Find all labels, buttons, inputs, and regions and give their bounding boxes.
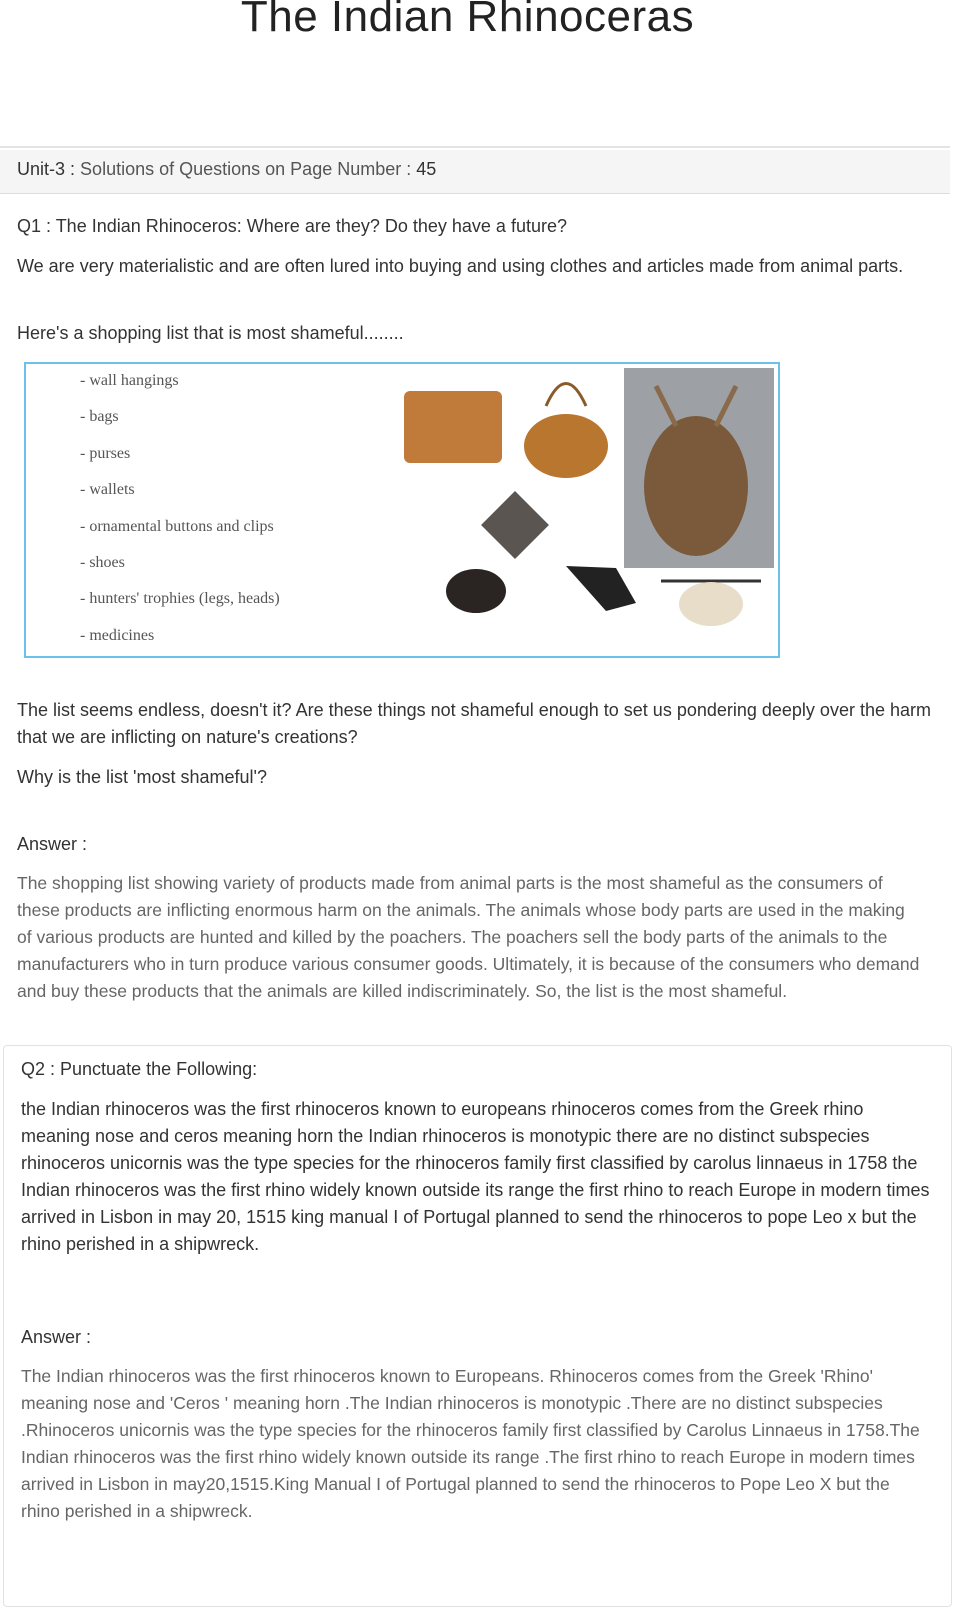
unit-label: Unit-3 :: [17, 159, 76, 179]
wallet-picture: [481, 491, 549, 559]
divider: [0, 146, 950, 148]
q2-answer-label: Answer :: [21, 1327, 92, 1347]
clip-purse-picture: [679, 582, 743, 626]
page-number: 45: [416, 159, 437, 179]
animal-products-illustration: [396, 366, 776, 654]
q2-passage: the Indian rhinoceros was the first rhinoceros known to europeans rhinoceros comes from the Greek rhino meaning nose and ceros meaning horn the Indian rhinoceros is monotypic there are no distinct subspecies rhinoceros unicornis was the type species for the rhinoceros family first classified by carolus linnaeus in 1758 the Indian rhinoceros was the first rhino widely known outside its range the first rhino to reach Europe in modern times arrived in Lisbon in may 20, 1515 king manual I of Portugal planned to send the rhinoceros to pope Leo x but the rhino perished in a shipwreck.: [21, 1099, 930, 1254]
q1-answer-label: Answer :: [17, 834, 88, 854]
page-title: The Indian Rhinoceras: [240, 0, 695, 41]
bag-picture: [404, 391, 502, 463]
q2-answer: The Indian rhinoceros was the first rhinoceros known to Europeans. Rhinoceros comes from the Greek 'Rhino' meaning nose and 'Ceros ' meaning horn .The Indian rhinoceros is monotypic .There are no distinct subspecies .Rhinoceros unicornis was the type species for the rhinoceros family first classified by Carolus Linnaeus in 1758.The Indian rhinoceros was the first rhino widely known outside its range .The first rhino to reach Europe in modern times arrived in Lisbon in may20,1515.King Manual I of Portugal planned to send the rhinoceros to Pope Leo X but the rhino perished in a shipwreck.: [21, 1366, 920, 1521]
q1-intro: We are very materialistic and are often lured into buying and using clothes and articles made from animal parts.: [17, 256, 904, 276]
shopping-list-figure: [24, 362, 780, 658]
q1-prompt: Why is the list 'most shameful'?: [17, 767, 267, 787]
page-number-label: Solutions of Questions on Page Number :: [80, 159, 412, 179]
deer-head-trophy-picture: [644, 416, 748, 556]
list-item: - shoes: [80, 553, 125, 571]
purse-picture: [524, 414, 608, 478]
list-item: - hunters' trophies (legs, heads): [80, 590, 280, 608]
q1-list-intro: Here's a shopping list that is most shameful........: [17, 323, 404, 343]
shoes-picture: [566, 566, 636, 611]
q1-follow-up: The list seems endless, doesn't it? Are these things not shameful enough to set us pondering deeply over the harm that we are inflicting on nature's creations?: [17, 700, 931, 747]
list-item: - bags: [80, 408, 119, 426]
belt-picture: [446, 569, 506, 613]
q2-question: Q2 : Punctuate the Following:: [21, 1059, 258, 1079]
list-item: - medicines: [80, 626, 155, 644]
unit-bar: [0, 150, 950, 194]
list-item: - wallets: [80, 481, 135, 499]
list-item: - ornamental buttons and clips: [80, 517, 274, 535]
list-item: - wall hangings: [80, 372, 179, 389]
list-item: - purses: [80, 444, 131, 462]
q1-answer: The shopping list showing variety of products made from animal parts is the most shameful as the consumers of these products are inflicting enormous harm on the animals. The animals whose body parts are used in the making of various products are hunted and killed by the poachers. The poachers sell the body parts of the animals to the manufacturers who in turn produce various consumer goods. Ultimately, it is because of the consumers who demand and buy these products that the animals are killed indiscriminately. So, the list is the most shameful.: [17, 873, 920, 1001]
q1-question: Q1 : The Indian Rhinoceros: Where are they? Do they have a future?: [17, 216, 567, 236]
